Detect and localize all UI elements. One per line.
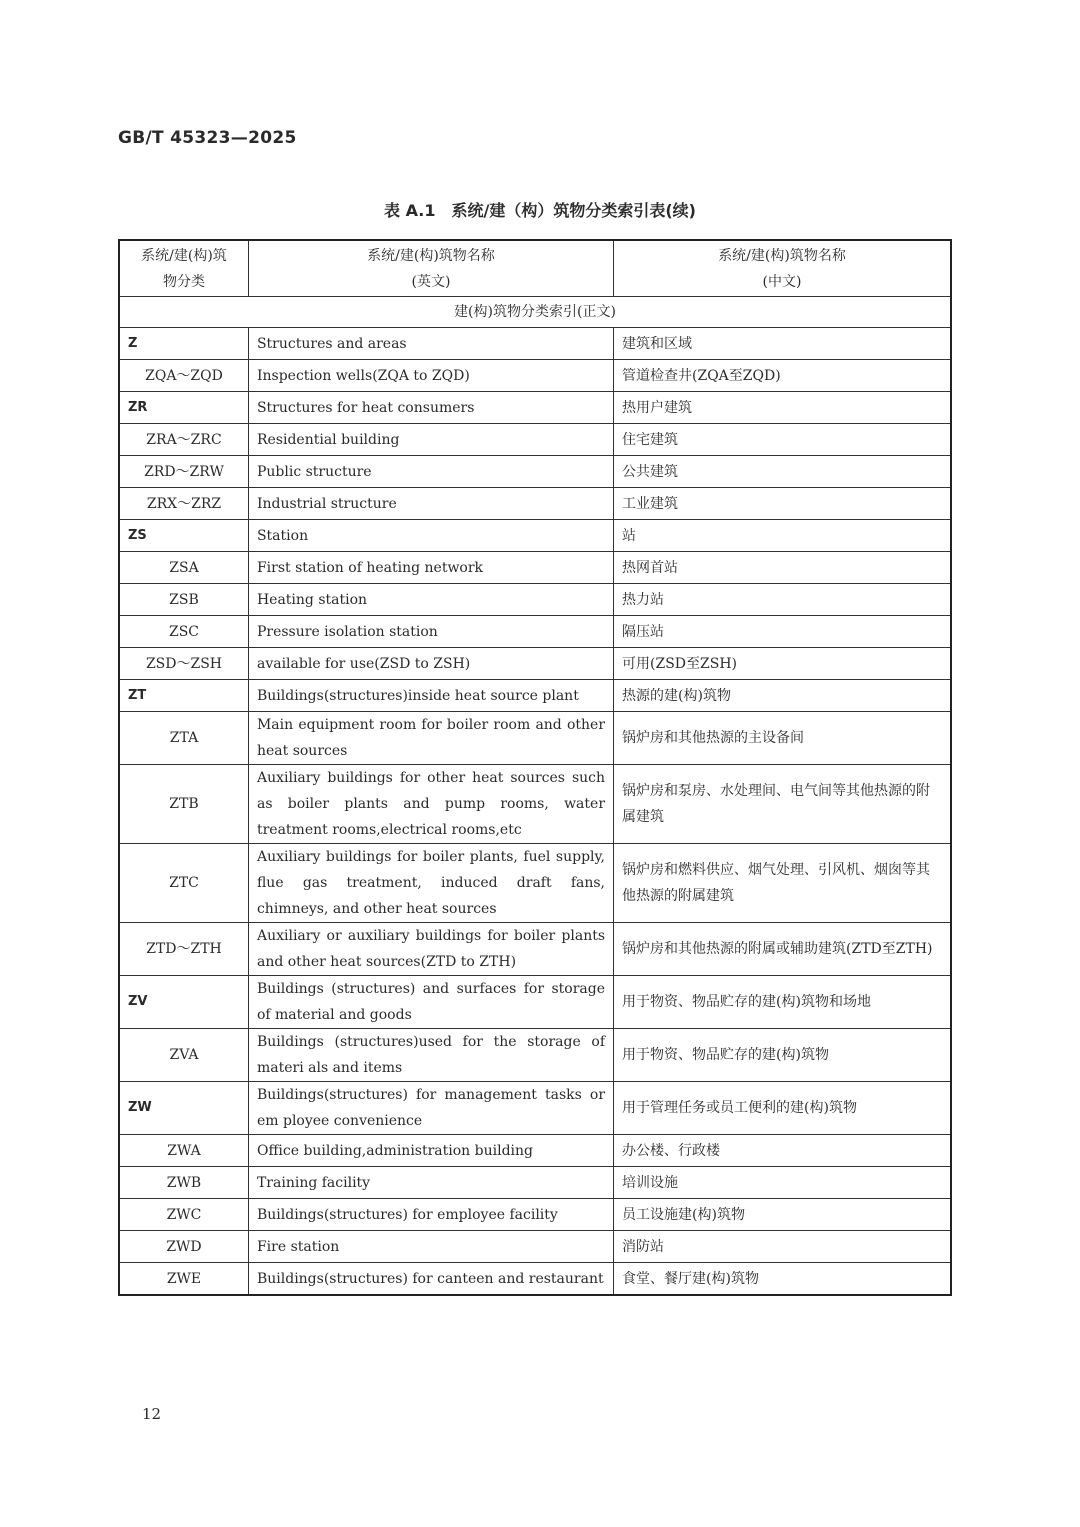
code-cell: ZRD～ZRW — [119, 456, 248, 488]
chinese-name-cell: 管道检查井(ZQA至ZQD) — [614, 360, 951, 392]
table-row — [119, 616, 951, 648]
code-cell: ZSD～ZSH — [119, 648, 248, 680]
page-number: 12 — [142, 1405, 162, 1423]
chinese-name-cell: 用于物资、物品贮存的建(构)筑物 — [614, 1029, 951, 1082]
table-row — [119, 1231, 951, 1263]
english-name-cell: Industrial structure — [248, 488, 613, 520]
english-name-cell: Training facility — [248, 1167, 613, 1199]
table-row — [119, 456, 951, 488]
english-name-cell: Auxiliary buildings for boiler plants, fuel supply, flue gas treatment, induced draft fans, chimneys, and other heat sources — [248, 844, 613, 923]
chinese-name-cell: 热网首站 — [614, 552, 951, 584]
table-row — [119, 648, 951, 680]
table-row — [119, 712, 951, 765]
table-row — [119, 844, 951, 923]
code-cell: ZWD — [119, 1231, 248, 1263]
chinese-name-cell: 办公楼、行政楼 — [614, 1135, 951, 1167]
table-title: 表 A.1 系统/建（构）筑物分类索引表(续) — [384, 201, 696, 220]
header-chinese: 系统/建(构)筑物名称 (中文) — [614, 240, 951, 297]
chinese-name-cell: 食堂、餐厅建(构)筑物 — [614, 1263, 951, 1296]
chinese-name-cell: 锅炉房和其他热源的附属或辅助建筑(ZTD至ZTH) — [614, 923, 951, 976]
chinese-name-cell: 建筑和区域 — [614, 328, 951, 360]
table-row — [119, 1029, 951, 1082]
table-header-row — [119, 240, 951, 297]
english-name-cell: Pressure isolation station — [248, 616, 613, 648]
table-row — [119, 1199, 951, 1231]
table-row — [119, 520, 951, 552]
table-row — [119, 976, 951, 1029]
code-cell: ZSB — [119, 584, 248, 616]
code-cell: ZR — [119, 392, 248, 424]
code-cell: ZTB — [119, 765, 248, 844]
english-name-cell: Fire station — [248, 1231, 613, 1263]
english-name-cell: Structures for heat consumers — [248, 392, 613, 424]
english-name-cell: Public structure — [248, 456, 613, 488]
table-row — [119, 360, 951, 392]
code-cell: ZSC — [119, 616, 248, 648]
chinese-name-cell: 可用(ZSD至ZSH) — [614, 648, 951, 680]
header-english: 系统/建(构)筑物名称 (英文) — [248, 240, 613, 297]
english-name-cell: Inspection wells(ZQA to ZQD) — [248, 360, 613, 392]
table-row — [119, 680, 951, 712]
chinese-name-cell: 用于物资、物品贮存的建(构)筑物和场地 — [614, 976, 951, 1029]
table-row — [119, 392, 951, 424]
code-cell: ZRX～ZRZ — [119, 488, 248, 520]
table-row — [119, 1082, 951, 1135]
table-row — [119, 765, 951, 844]
english-name-cell: Main equipment room for boiler room and other heat sources — [248, 712, 613, 765]
english-name-cell: Residential building — [248, 424, 613, 456]
chinese-name-cell: 热力站 — [614, 584, 951, 616]
chinese-name-cell: 隔压站 — [614, 616, 951, 648]
code-cell: ZV — [119, 976, 248, 1029]
english-name-cell: Buildings(structures) for employee facility — [248, 1199, 613, 1231]
code-cell: ZT — [119, 680, 248, 712]
section-row — [119, 297, 951, 328]
english-name-cell: Office building,administration building — [248, 1135, 613, 1167]
section-title: 建(构)筑物分类索引(正文) — [119, 297, 951, 328]
english-name-cell: available for use(ZSD to ZSH) — [248, 648, 613, 680]
chinese-name-cell: 热用户建筑 — [614, 392, 951, 424]
table-row — [119, 1263, 951, 1296]
chinese-name-cell: 锅炉房和其他热源的主设备间 — [614, 712, 951, 765]
table-row — [119, 328, 951, 360]
table-row — [119, 584, 951, 616]
code-cell: ZWA — [119, 1135, 248, 1167]
chinese-name-cell: 用于管理任务或员工便利的建(构)筑物 — [614, 1082, 951, 1135]
table-row — [119, 552, 951, 584]
english-name-cell: Auxiliary or auxiliary buildings for boiler plants and other heat sources(ZTD to ZTH) — [248, 923, 613, 976]
chinese-name-cell: 工业建筑 — [614, 488, 951, 520]
code-cell: ZWB — [119, 1167, 248, 1199]
english-name-cell: Buildings(structures) for canteen and restaurant — [248, 1263, 613, 1296]
code-cell: ZQA～ZQD — [119, 360, 248, 392]
english-name-cell: First station of heating network — [248, 552, 613, 584]
english-name-cell: Station — [248, 520, 613, 552]
english-name-cell: Buildings(structures)inside heat source plant — [248, 680, 613, 712]
english-name-cell: Buildings (structures) and surfaces for storage of material and goods — [248, 976, 613, 1029]
code-cell: ZRA～ZRC — [119, 424, 248, 456]
code-cell: ZVA — [119, 1029, 248, 1082]
chinese-name-cell: 住宅建筑 — [614, 424, 951, 456]
code-cell: ZTA — [119, 712, 248, 765]
table-row — [119, 923, 951, 976]
english-name-cell: Buildings (structures)used for the storage of materi als and items — [248, 1029, 613, 1082]
classification-table — [118, 239, 952, 1296]
code-cell: ZSA — [119, 552, 248, 584]
chinese-name-cell: 培训设施 — [614, 1167, 951, 1199]
chinese-name-cell: 热源的建(构)筑物 — [614, 680, 951, 712]
code-cell: ZTC — [119, 844, 248, 923]
chinese-name-cell: 公共建筑 — [614, 456, 951, 488]
chinese-name-cell: 员工设施建(构)筑物 — [614, 1199, 951, 1231]
code-cell: ZTD～ZTH — [119, 923, 248, 976]
standard-code: GB/T 45323—2025 — [118, 128, 297, 148]
code-cell: ZWE — [119, 1263, 248, 1296]
header-code: 系统/建(构)筑 物分类 — [119, 240, 248, 297]
english-name-cell: Structures and areas — [248, 328, 613, 360]
english-name-cell: Buildings(structures) for management tasks or em ployee convenience — [248, 1082, 613, 1135]
chinese-name-cell: 站 — [614, 520, 951, 552]
chinese-name-cell: 锅炉房和泵房、水处理间、电气间等其他热源的附属建筑 — [614, 765, 951, 844]
chinese-name-cell: 锅炉房和燃料供应、烟气处理、引风机、烟囱等其他热源的附属建筑 — [614, 844, 951, 923]
english-name-cell: Auxiliary buildings for other heat sources such as boiler plants and pump rooms, water treatment rooms,electrical rooms,etc — [248, 765, 613, 844]
table-row — [119, 488, 951, 520]
table-row — [119, 1167, 951, 1199]
table-row — [119, 1135, 951, 1167]
code-cell: Z — [119, 328, 248, 360]
code-cell: ZWC — [119, 1199, 248, 1231]
code-cell: ZW — [119, 1082, 248, 1135]
english-name-cell: Heating station — [248, 584, 613, 616]
code-cell: ZS — [119, 520, 248, 552]
chinese-name-cell: 消防站 — [614, 1231, 951, 1263]
table-row — [119, 424, 951, 456]
